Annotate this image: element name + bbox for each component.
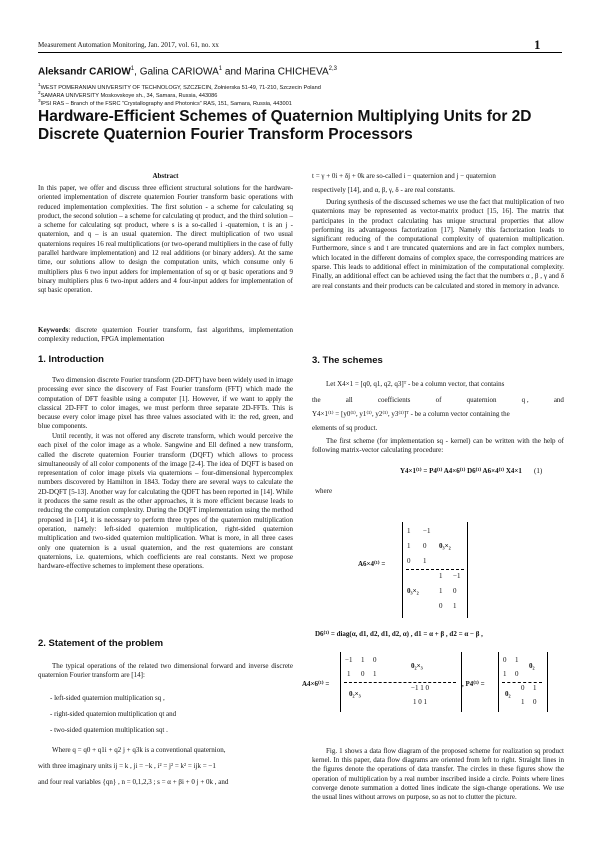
operations-list [50,693,176,735]
where-line-3: and four real variables {qn} , n = 0,1,2,3 ; s = α + βi + 0 j + 0k , and [38,778,229,786]
matrix-a64-label: A6×4⁽¹⁾ = [358,560,386,568]
section-introduction: 1. Introduction [38,354,104,365]
matrix-a64 [402,522,468,618]
matrix-cell: −1 [423,527,431,535]
affiliation-1: $^1$WEST POMERANIAN UNIVERSITY OF TECHNOLOGY, SZCZECIN, Żołnierska 51-49, 71-210, Szczecin Poland [38,82,321,91]
matrix-cell: 0₃×₂ [439,542,451,550]
vector-x-line-2: the all coefficients of quaternion q , and [312,396,564,404]
matrix-cell: 1 [373,670,377,678]
matrix-p4-label: , P4⁽¹⁾ = [462,680,485,688]
affiliation-3: $^3$IPSI RAS – Branch of the FSRC “Crystallography and Photonics” RAS, 151, Samara, Russia, 443001 [38,98,292,107]
journal-header: Measurement Automation Monitoring, Jan. 2017, vol. 61, no. xx [38,41,219,49]
matrix-cell: 0 [423,542,427,550]
matrix-divider [344,682,456,683]
quaternion-definition-line-2: respectively [14], and α, β, γ, δ - are real constants. [312,186,455,194]
figure-description: Fig. 1 shows a data flow diagram of the proposed scheme for realization sq product kernel. In this paper, data flow diagrams are oriented from left to right. Straight lines in the figures denote the operations of data transfer. The circles in these figures show the operation of multiplication by a real number inscribed inside a circle. Points where lines converge denote summation a dotted lines indicate the sign-change operations. We use the usual lines without arrows on purpose, so as not to clutter the picture. [312,747,564,802]
matrix-cell: 0₂×₃ [411,662,423,670]
matrix-cell: 0₂ [505,690,511,698]
affiliation-2: $^2$SAMARA UNIVERSITY Moskovskoye sh., 34, Samara, Russia, 443086 [38,90,218,99]
matrix-p4 [498,652,548,712]
equation-1: Y4×1⁽¹⁾ = P4⁽¹⁾ A4×6⁽¹⁾ D6⁽¹⁾ A6×4⁽¹⁾ X4×1 [400,467,522,475]
matrix-cell: −1 1 0 [411,684,429,692]
matrix-cell: 1 [439,572,443,580]
matrix-cell: 0 [521,684,525,692]
matrix-cell: 1 [533,684,537,692]
author-1-sup: 1 [130,66,135,72]
where-label: where [315,487,333,495]
keywords: Keywords: discrete quaternion Fourier transform, fast algorithms, implementation complexity reduction, FPGA implementation [38,326,293,344]
matrix-cell: 0 [503,656,507,664]
matrix-cell: 0 [453,587,457,595]
matrix-cell: 1 [407,527,411,535]
equation-1-number: (1) [534,467,543,475]
matrix-cell: 1 [453,602,457,610]
matrix-cell: 1 [361,656,365,664]
matrix-cell: 0 [407,557,411,565]
vector-x-definition: Let X4×1 = [q0, q1, q2, q3]ᵀ - be a column vector, that contains [326,380,505,388]
matrix-cell: 1 [515,656,519,664]
problem-paragraph: The typical operations of the related two dimensional forward and inverse discrete quaternion Fourier transform are [14]: [38,662,293,680]
matrix-cell: 1 [521,698,525,706]
section-statement: 2. Statement of the problem [38,638,164,649]
matrix-cell: 1 0 1 [413,698,427,706]
author-sep-2: and Marina CHICHEVA [222,66,329,78]
where-line-1: Where q = q0 + q1i + q2 j + q3k is a conventional quaternion, [52,746,226,754]
where-line-2: with three imaginary units ij = k , ji = −k , i² = j² = k² = ijk = −1 [38,762,216,770]
matrix-cell: 0₂ [529,662,535,670]
matrix-divider [502,682,542,683]
matrix-a46 [340,652,462,712]
matrix-cell: 1 [347,670,351,678]
intro-paragraph-2: Until recently, it was not offered any discrete transform, which would perceive the each pixel of the color image as a whole. Sangwine and Ell defined a new transform, called the discrete quaternion Fourier transform (DQFT) which allows to process simultaneously of all color components of the image [2-4]. The idea of DQFT is based on representation of color image pixels via quaternions – four-dimensional hypercomplex numbers discovered by Hamilton in 1843. Today there are several ways to calculate the 2D-DQFT [5-13]. Another way for calculating the QDFT has been reported in [14]. While it produces the same result as the other approaches, it is more efficient because leads to reducing the computation complexity. During the DQFT implementation using the method proposed in [14], it is necessary to perform three types of the quaternion multiplication operation, namely: left-sided quaternion multiplication, right-sided quaternion multiplication and two-sided quaternion multiplication. What is more, in all three cases only one quaternion is a usual quaternion, and the rest quaternions are constant quaternions, i.e. quaternions, which coefficients are real constants. Next we propose hardware-effective schemes to implement these operations. [38,432,293,571]
vector-y-elements: elements of sq product. [312,424,378,432]
list-item: - left-sided quaternion multiplication sq , [50,694,165,702]
matrix-a46-label: A4×6⁽¹⁾ = [302,680,330,688]
list-item: - two-sided quaternion multiplication sqt . [50,726,168,734]
matrix-cell: 0 [373,656,377,664]
abstract-text: In this paper, we offer and discuss three efficient structural solutions for the hardware-oriented implementation of discrete quaternion Fourier transform basic operations with reduced implementation complexities. The first solution - a scheme for calculating sq product, the second solution – a scheme for calculating qt product, and the third solution – a scheme for calculating sqt product, where s is a so-called i -quaternion, t is an j - quaternion, and q – is an usual quaternion. The direct multiplication of two usual quaternions requires 16 real multiplications (or two-operand multipliers in the case of fully parallel hardware implementation) and 12 real additions (or binary adders). At the same time, our solutions allow to design the computation units, which consume only 6 multipliers plus 6 two input adders for implementation of sq or qt basic operations and 9 binary multipliers plus 6 two-input adders and 4 four-input adders for implementation of sqt basic operation. [38,184,293,295]
quaternion-definition-line-1: t = γ + 0i + δj + 0k are so-called i − quaternion and j − quaternion [312,172,496,180]
first-scheme-paragraph: The first scheme (for implementation sq - kernel) can be written with the help of following matrix-vector calculating procedure: [312,437,564,455]
matrix-cell: 0₃×₂ [407,587,419,595]
intro-paragraph-1: Two dimension discrete Fourier transform (2D-DFT) have been widely used in image processing ever since the discovery of Fast Fourier transform (FFT) which made the computation of DFT feasible using a computer [1]. However, if we want to apply the classical 2D-FFT to color images, we must perform three separate 2D-FFTs. This is because every color image pixel has three values associated with it: the red, green, and blue components. [38,376,293,431]
matrix-cell: 0 [439,602,443,610]
diag-matrix-definition: D6⁽¹⁾ = diag(α, d1, d2, d1, d2, α) , d1 = α + β , d2 = α − β , [315,630,483,638]
matrix-cell: 1 [439,587,443,595]
synthesis-paragraph: During synthesis of the discussed schemes we use the fact that multiplication of two quaternions may be represented as vector-matrix product [15, 16]. The matrix that participates in the product calculating has unique structural properties that allow performing its advantageous factorization [17]. Namely this factorization leads to significant reducing of the computational complexity of quaternion multiplication. Furthermore, since s and t are truncated quaternions and are in fact complex numbers, which located in the different domains of complex space, the corresponding matrices are sparse. This leads to additional effect in minimization of the computational complexity. Finally, an additional effect can be achieved using the fact that the numbers α , β , γ and δ are real constants and their products can be calculated and stored in memory in advance. [312,198,564,290]
author-line [38,66,337,77]
matrix-cell: 1 [407,542,411,550]
abstract-heading: Abstract [152,172,179,180]
matrix-cell: 1 [503,670,507,678]
paper-title: Hardware-Efficient Schemes of Quaternion Multiplying Units for 2D Discrete Quaternion Fourier Transform Processors [38,108,532,143]
matrix-cell: −1 [345,656,353,664]
author-sep-1: , Galina CARIOWA [134,66,219,78]
header-rule [38,52,562,53]
matrix-cell: 1 [423,557,427,565]
matrix-divider [406,569,464,570]
author-2-sup: 1 [218,66,223,72]
matrix-cell: 0₂×₃ [349,690,361,698]
vector-y-definition: Y4×1⁽¹⁾ = [y0⁽¹⁾, y1⁽¹⁾, y2⁽¹⁾, y3⁽¹⁾]ᵀ - be a column vector containing the [312,410,510,418]
matrix-cell: 0 [515,670,519,678]
page-number: 1 [534,37,541,52]
author-3-sup: 2,3 [328,66,338,72]
matrix-cell: 0 [533,698,537,706]
section-schemes: 3. The schemes [312,355,383,366]
matrix-cell: 0 [361,670,365,678]
list-item: - right-sided quaternion multiplication qt and [50,710,177,718]
matrix-cell: −1 [453,572,461,580]
author-1: Aleksandr CARIOW [38,66,131,78]
